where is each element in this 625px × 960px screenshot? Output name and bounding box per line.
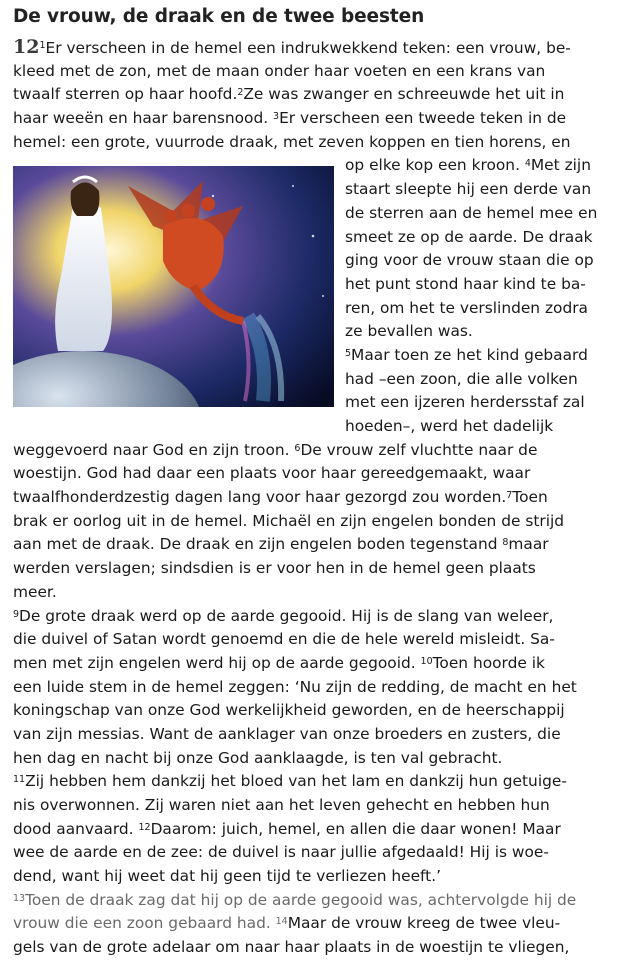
verse-text: haar weeën en haar barensnood.: [13, 109, 274, 128]
verse-text: Ze was zwanger en schreeuwde het uit in: [243, 85, 565, 104]
text-line: [13, 36, 615, 60]
text-line: [13, 533, 615, 557]
text-line: [13, 60, 615, 84]
text-line: [13, 723, 615, 747]
verse-text: ze bevallen was.: [345, 322, 473, 341]
verse-text: die duivel of Satan wordt genoemd en die de hele wereld misleidt. Sa-: [13, 630, 555, 649]
text-line: [13, 770, 615, 794]
text-line: [13, 912, 615, 936]
text-line: [13, 581, 615, 605]
verse-text: een luide stem in de hemel zeggen: ‘Nu zijn de redding, de macht en het: [13, 677, 577, 696]
verse-text: met een ijzeren herdersstaf zal: [345, 393, 585, 412]
text-line: [13, 462, 615, 486]
text-line: [13, 841, 615, 865]
verse-number: 1: [39, 40, 46, 51]
text-line: [13, 131, 615, 155]
verse-text: vrouw die een zoon gebaard had.: [13, 914, 276, 933]
verse-text: op elke kop een kroon.: [345, 156, 525, 175]
verse-text: Er verscheen een tweede teken in de: [279, 109, 567, 128]
verse-text: twaalfhonderdzestig dagen lang voor haar gezorgd zou worden.: [13, 488, 507, 507]
text-line: [13, 652, 615, 676]
verse-text: dood aanvaard.: [13, 819, 139, 838]
verse-number: 9: [13, 608, 20, 620]
verse-number: 7: [506, 490, 513, 502]
illustration-image: [13, 166, 334, 407]
verse-text: ging voor de vrouw staan die op: [345, 251, 594, 270]
verse-text: het punt stond haar kind te ba-: [345, 274, 586, 293]
verse-text: hen dag en nacht bij onze God aanklaagde, is ten val gebracht.: [13, 748, 503, 767]
verse-text: van zijn messias. Want de aanklager van onze broeders en zusters, die: [13, 724, 561, 743]
verse-text: de sterren aan de hemel mee en: [345, 203, 598, 222]
verse-text: aan met de draak. De draak en zijn engelen boden tegenstand: [13, 535, 503, 554]
verse-number: 14: [275, 916, 288, 928]
verse-text: dend, want hij weet dat hij geen tijd te verliezen heeft.’: [13, 867, 441, 886]
verse-number: 4: [524, 158, 531, 170]
verse-text: Zij hebben hem dankzij het bloed van het lam en dankzij hun getuige-: [25, 772, 567, 791]
text-line: [13, 415, 615, 439]
text-line: [13, 676, 615, 700]
text-line: [13, 486, 615, 510]
text-line: [13, 628, 615, 652]
text-line: [13, 889, 615, 913]
verse-number: 6: [294, 442, 301, 454]
text-line: [13, 865, 615, 889]
verse-text: Daarom: juich, hemel, en allen die daar wonen! Maar: [150, 819, 561, 838]
verse-text: nis overwonnen. Zij waren niet aan het leven gehecht en hebben hun: [13, 796, 550, 814]
verse-text: woestijn. God had daar een plaats voor haar gereedgemaakt, waar: [13, 464, 531, 483]
text-line: [13, 83, 615, 107]
text-line: [13, 510, 615, 534]
verse-text: men met zijn engelen werd hij op de aarde gegooid.: [13, 653, 421, 672]
verse-text: had –een zoon, die alle volken: [345, 369, 578, 388]
verse-number: 13: [13, 892, 26, 904]
text-line: [13, 747, 615, 771]
verse-text: Maar toen ze het kind gebaard: [351, 345, 588, 364]
verse-text: hoeden–, werd het dadelijk: [345, 417, 554, 435]
verse-number: 8: [502, 537, 509, 549]
illustration-woman-and-dragon: [13, 166, 334, 407]
text-line: [13, 794, 615, 818]
text-line: [13, 818, 615, 842]
verse-text: meer.: [13, 582, 57, 601]
verse-text: De vrouw zelf vluchtte naar de: [300, 440, 538, 459]
text-line: [13, 439, 615, 463]
chapter-number: 12: [13, 36, 40, 58]
text-line: [13, 936, 615, 960]
verse-text: Met zijn: [530, 156, 591, 175]
verse-text: maar: [508, 535, 549, 554]
verse-number: 12: [138, 821, 151, 833]
text-line: [13, 107, 615, 131]
verse-text: Toen hoorde ik: [432, 653, 545, 672]
verse-text: Toen: [512, 488, 548, 507]
verse-text: werden verslagen; sindsdien is er voor hen in de hemel geen plaats: [13, 559, 536, 578]
verse-number: 11: [13, 774, 26, 786]
verse-text: weggevoerd naar God en zijn troon.: [13, 440, 295, 459]
verse-text: hemel: een grote, vuurrode draak, met zeven koppen en tien horens, en: [13, 132, 571, 151]
section-heading: De vrouw, de draak en de twee beesten: [13, 6, 425, 27]
verse-text: Er verscheen in de hemel een indrukwekkend teken: een vrouw, be-: [45, 39, 571, 57]
text-line: [13, 557, 615, 581]
verse-text: smeet ze op de aarde. De draak: [345, 227, 593, 246]
verse-number: 5: [345, 347, 352, 359]
verse-text: ren, om het te verslinden zodra: [345, 298, 588, 317]
verse-text: Maar de vrouw kreeg de twee vleu-: [287, 914, 561, 933]
verse-text: De grote draak werd op de aarde gegooid. Hij is de slang van weleer,: [19, 606, 554, 625]
verse-text: staart sleepte hij een derde van: [345, 180, 592, 199]
verse-text: brak er oorlog uit in de hemel. Michaël en zijn engelen bonden de strijd: [13, 511, 565, 530]
verse-number: 2: [237, 87, 244, 99]
verse-number: 10: [420, 655, 433, 667]
verse-text: kleed met de zon, met de maan onder haar voeten en een krans van: [13, 61, 546, 80]
verse-text: twaalf sterren op haar hoofd.: [13, 85, 238, 104]
text-line: [13, 699, 615, 723]
text-line: [13, 605, 615, 629]
verse-text: wee de aarde en de zee: de duivel is naar jullie afgedaald! Hij is woe-: [13, 843, 549, 862]
verse-text: gels van de grote adelaar om naar haar plaats in de woestijn te vliegen,: [13, 938, 570, 957]
verse-text: koningschap van onze God werkelijkheid geworden, en de heerschappij: [13, 701, 565, 720]
verse-text: Toen de draak zag dat hij op de aarde gegooid was, achtervolgde hij de: [25, 890, 577, 909]
verse-number: 3: [273, 111, 280, 123]
